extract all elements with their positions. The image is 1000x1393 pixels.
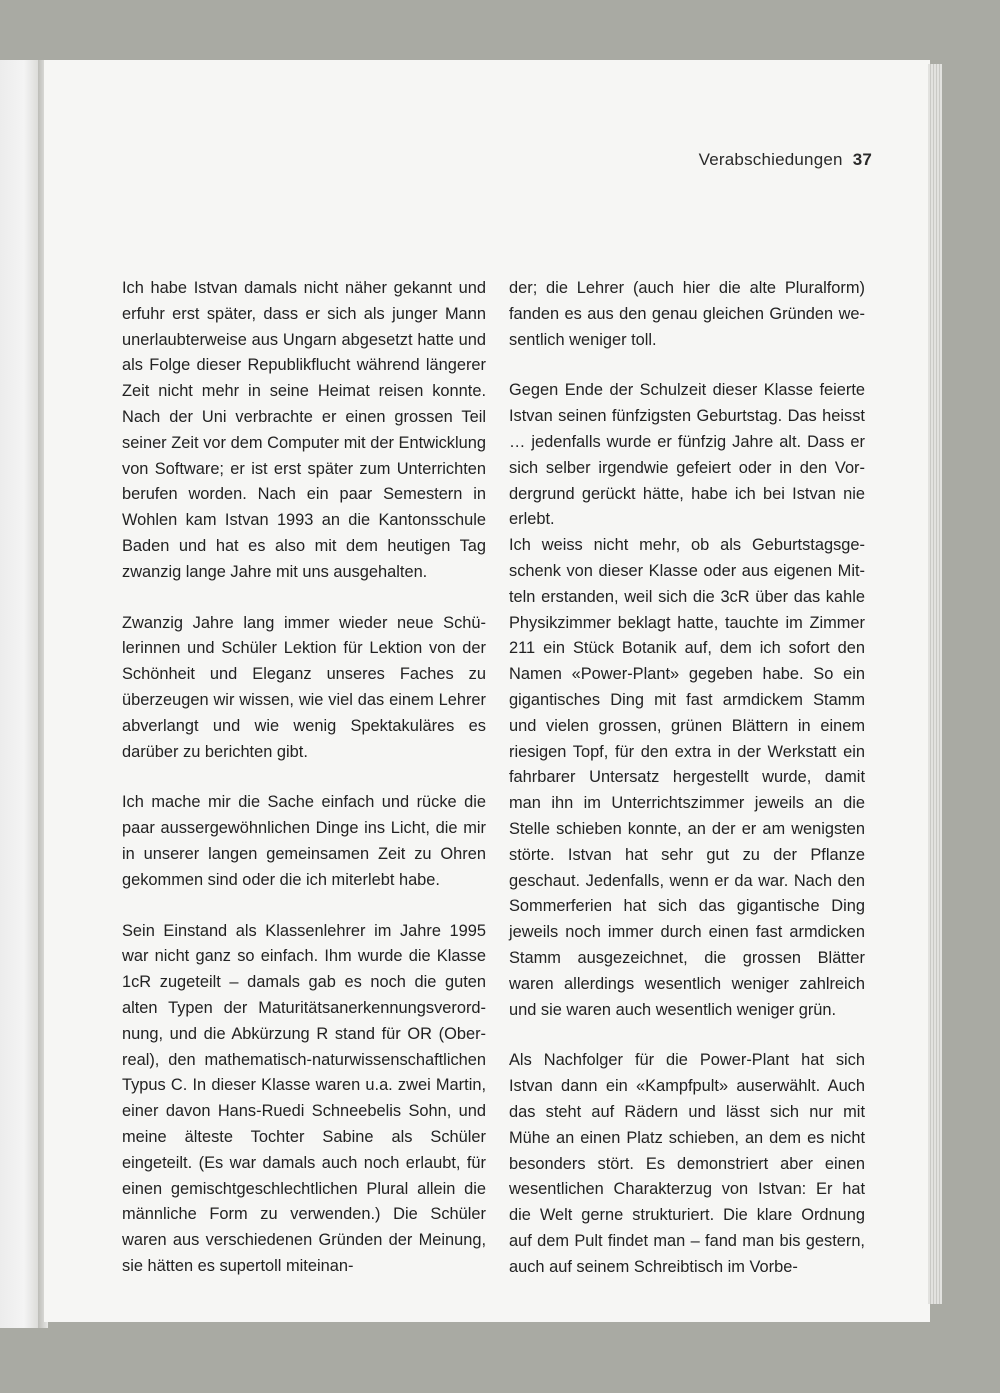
page-number: 37 <box>852 150 872 169</box>
left-text-column <box>122 276 486 1305</box>
paragraph: Sein Einstand als Klassenlehrer im Jahre 1995 war nicht ganz so einfach. Ihm wurde die Klasse 1cR zugeteilt – damals gab es noch die guten alten Typen der Maturitätsanerkennungsverordnung, und die Abkürzung R stand für OR (Oberreal), den mathematisch-naturwissenschaftlichen Typus C. In dieser Klasse waren u.a. zwei Martin, einer davon Hans-Ruedi Schneebelis Sohn, und meine älteste Tochter Sabine als Schüler eingeteilt. (Es war damals auch noch erlaubt, für einen gemischtgeschlechtlichen Plural allein die männliche Form zu verwenden.) Die Schüler waren aus verschiedenen Gründen der Meinung, sie hätten es supertoll miteinan- <box>122 921 486 1275</box>
paragraph: Ich weiss nicht mehr, ob als Geburtstagsgeschenk von dieser Klasse oder aus eigenen Mitteln erstanden, weil sich die 3cR über das kahle Physikzimmer beklagt hatte, tauchte im Zimmer 211 ein Stück Botanik auf, dem ich sofort den Namen «Power-Plant» gegeben habe. So ein gigantisches Ding mit fast armdickem Stamm und vielen grossen, grünen Blättern in einem riesigen Topf, für den extra in der Werkstatt ein fahrbarer Untersatz hergestellt wurde, damit man ihn im Unterrichtszimmer jeweils an die Stelle schieben konnte, an der er am wenigsten störte. Istvan hat sehr gut zu der Pflanze geschaut. Jedenfalls, wenn er da war. Nach den Sommerferien hat sich das gigantische Ding jeweils noch immer durch einen fast armdicken Stamm ausgezeichnet, die grossen Blätter waren allerdings wesentlich weniger zahlreich und sie waren auch wesentlich weniger grün. <box>509 536 865 1019</box>
paragraph: Ich habe Istvan damals nicht näher gekannt und erfuhr erst später, dass er sich als junger Mann unerlaubterweise aus Ungarn abgesetzt hatte und als Folge dieser Republikflucht während längerer Zeit nicht mehr in seine Heimat reisen konnte. Nach der Uni verbrachte er einen grossen Teil seiner Zeit vor dem Computer mit der Entwicklung von Software; er ist erst später zum Unterrichten berufen worden. Nach ein paar Semestern in Wohlen kam Istvan 1993 an die Kantonsschule Baden und hat es also mit dem heutigen Tag zwanzig lange Jahre mit uns ausgehalten. <box>122 279 486 581</box>
right-text-column <box>509 276 865 1305</box>
page-stack-edge <box>928 64 942 1304</box>
paragraph: Zwanzig Jahre lang immer wieder neue Schülerinnen und Schüler Lektion für Lektion von der Schönheit und Eleganz unseres Faches zu überzeugen wir wissen, wie viel das einem Lehrer abverlangt und wie wenig Spektakuläres es darüber zu berichten gibt. <box>122 613 486 761</box>
facing-page-edge <box>0 60 40 1328</box>
paragraph: der; die Lehrer (auch hier die alte Pluralform) fanden es aus den genau gleichen Gründen wesentlich weniger toll. <box>509 279 865 349</box>
paragraph: Gegen Ende der Schulzeit dieser Klasse feierte Istvan seinen fünfzigsten Geburtstag. Das heisst … jedenfalls wurde er fünfzig Jahre alt. Dass er sich selber irgendwie gefeiert oder in den Vordergrund gerückt hätte, habe ich bei Istvan nie erlebt. <box>509 381 865 529</box>
running-header <box>699 150 872 170</box>
paragraph: Ich mache mir die Sache einfach und rücke die paar aussergewöhnlichen Dinge ins Licht, die mir in unserer langen gemeinsamen Zeit zu Ohren gekommen sind oder die ich miterlebt habe. <box>122 793 486 889</box>
section-title: Verabschiedungen <box>698 150 843 169</box>
paragraph: Als Nachfolger für die Power-Plant hat sich Istvan dann ein «Kampfpult» auserwählt. Auch das steht auf Rädern und lässt sich nur mit Mühe an einen Platz schieben, an dem es nicht besonders stört. Es demonstriert aber einen wesentlichen Charakterzug von Istvan: Er hat die Welt gerne strukturiert. Die klare Ordnung auf dem Pult findet man – fand man bis gestern, auch auf seinem Schreibtisch im Vorbe- <box>509 1051 865 1276</box>
